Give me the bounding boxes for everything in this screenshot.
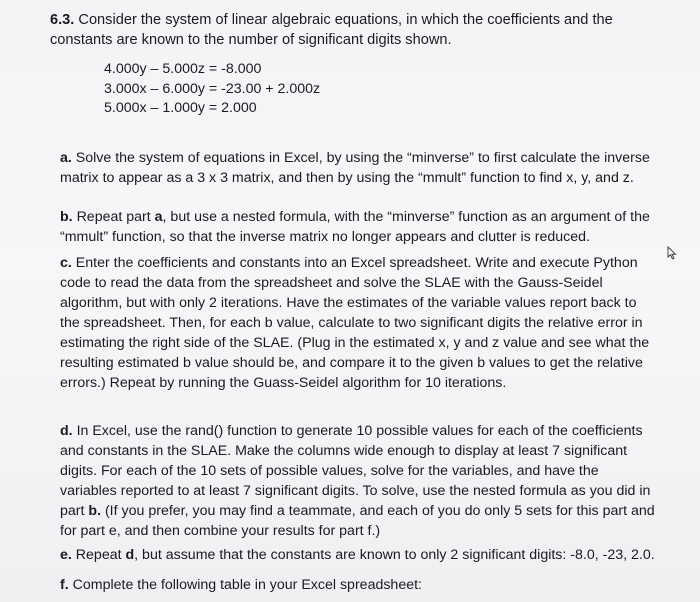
part-d (60, 421, 655, 541)
part-e (60, 545, 660, 565)
part-b-text-1: Repeat part (76, 209, 151, 225)
part-c-text: Enter the coefficients and constants into an Excel spreadsheet. Write and execute Python code to read the data from the spreadsheet and solve the SLAE with the Gauss-Seidel algorithm, but with only 2 iterations. Have the estimates of the variable values report back to the spreadsheet. Then, for each b value, calculate to two significant digits the relative error in estimating the right side of the SLAE. (Plug in the estimated x, y and z value and see what the resulting estimated b value should be, and compare it to the given b values to get the relative errors.) Repeat by running the Guass-Seidel algorithm for 10 iterations. (60, 255, 650, 391)
part-a-text: Solve the system of equations in Excel, by using the “minverse” to first calculate the inverse matrix to appear as a 3 x 3 matrix, and then by using the “mmult” function to find x, y, and z. (60, 150, 650, 186)
problem-number: 6.3. (50, 12, 75, 28)
part-a-label: a. (60, 150, 72, 166)
part-b-label: b. (60, 209, 73, 225)
part-e-ref: d (125, 547, 135, 563)
equation-block (104, 60, 320, 119)
equation-2: 3.000x – 6.000y = -23.00 + 2.000z (104, 80, 321, 97)
part-f (60, 575, 660, 595)
problem-title (50, 10, 670, 50)
part-f-text: Complete the following table in your Excel spreadsheet: (72, 577, 422, 593)
part-e-label: e. (60, 547, 72, 563)
part-d-text-2: (If you prefer, you may find a teammate, and each of you do only 5 sets for this part and for part e, and then combine your results for part f.) (60, 503, 655, 539)
equation-3: 5.000x – 1.000y = 2.000 (104, 100, 257, 116)
part-e-text-2: , but assume that the constants are known to only 2 significant digits: -8.0, -23, 2.0. (134, 547, 655, 563)
part-d-text-1: In Excel, use the rand() function to generate 10 possible values for each of the coefficients and constants in the SLAE. Make the columns wide enough to display at least 7 significant digits. For each of the 10 sets of possible values, solve for the variables, and have the variables reported to at least 7 significant digits. To solve, use the nested formula as you did in part (60, 423, 651, 519)
part-c-label: c. (60, 255, 72, 271)
part-b (60, 207, 670, 247)
problem-intro-text: Consider the system of linear algebraic equations, in which the coefficients and the constants are known to the number of significant digits shown. (50, 12, 613, 48)
part-b-text-2: , but use a nested formula, with the “minverse” function as an argument of the “mmult” function, so that the inverse matrix no longer appears and clutter is reduced. (60, 209, 650, 245)
mouse-cursor-icon (665, 246, 679, 260)
part-b-ref: a (154, 209, 163, 225)
part-d-ref: b. (88, 503, 102, 519)
equation-1: 4.000y – 5.000z = -8.000 (104, 61, 262, 77)
part-a (60, 148, 670, 188)
part-c (60, 253, 660, 393)
part-f-label: f. (60, 577, 69, 593)
part-e-text-1: Repeat (75, 547, 122, 563)
part-d-label: d. (60, 423, 73, 439)
